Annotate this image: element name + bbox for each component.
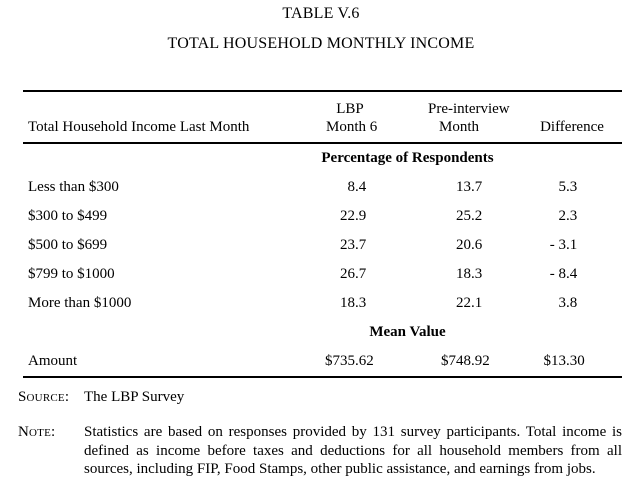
value-cell: 13 .7 xyxy=(456,179,483,195)
value-cell: 22 .1 xyxy=(456,295,483,311)
table-row xyxy=(23,202,622,231)
column-header-pre-line2: Month xyxy=(438,119,479,135)
value-cell: $748 .92 xyxy=(441,353,490,369)
value-cell: 25 .2 xyxy=(456,208,483,224)
row-spacer xyxy=(585,231,622,260)
row-spacer xyxy=(585,173,622,202)
value-cell: 26 .7 xyxy=(340,266,367,282)
value-cell: 18 .3 xyxy=(456,266,483,282)
table-row xyxy=(23,173,622,202)
value-cell: 22 .9 xyxy=(340,208,367,224)
source-label: Source: xyxy=(18,389,70,405)
value-cell: - 3 .1 xyxy=(549,237,578,253)
column-header-lbp-line2: Month 6 xyxy=(326,119,378,135)
value-cell: 18 .3 xyxy=(340,295,367,311)
source-text: The LBP Survey xyxy=(84,389,185,405)
table-main-title: TOTAL HOUSEHOLD MONTHLY INCOME xyxy=(167,35,475,52)
table-row xyxy=(23,260,622,289)
row-label: $500 to $699 xyxy=(28,237,108,253)
table-body xyxy=(23,144,622,378)
row-label: Amount xyxy=(28,353,78,369)
column-header-preinterview-month xyxy=(374,100,510,136)
row-spacer xyxy=(585,260,622,289)
column-header-lbp-line1: LBP xyxy=(336,101,364,117)
value-cell: 20 .6 xyxy=(456,237,483,253)
income-table xyxy=(23,90,622,378)
table-row xyxy=(23,347,622,376)
table-row xyxy=(23,231,622,260)
row-label: $799 to $1000 xyxy=(28,266,115,282)
value-cell: 23 .7 xyxy=(340,237,367,253)
source-line xyxy=(18,388,622,407)
note-line xyxy=(18,423,622,479)
section-header: Percentage of Respondents xyxy=(321,150,494,166)
row-spacer xyxy=(585,289,622,318)
row-spacer xyxy=(585,202,622,231)
column-header-difference: Difference xyxy=(540,119,604,135)
table-number-title: TABLE V.6 xyxy=(282,5,360,22)
column-header-income-last-month: Total Household Income Last Month xyxy=(28,119,250,135)
section-header: Mean Value xyxy=(369,324,446,340)
note-text: Statistics are based on responses provided by 131 survey participants. Total income is defined as income before taxes and deductions for all household members from all sources, including FIP, Food Stamps, other public assistance, and earnings from jobs. xyxy=(84,424,622,477)
note-label: Note: xyxy=(18,424,56,440)
row-spacer xyxy=(585,347,622,376)
value-cell: 5 .3 xyxy=(558,179,578,195)
column-header-pre-line1: Pre-interview xyxy=(428,101,510,117)
value-cell: 2 .3 xyxy=(558,208,578,224)
row-label: $300 to $499 xyxy=(28,208,108,224)
table-row xyxy=(23,289,622,318)
value-cell: 8 .4 xyxy=(347,179,367,195)
value-cell: 3 .8 xyxy=(558,295,578,311)
row-label: Less than $300 xyxy=(28,179,119,195)
value-cell: $13 .30 xyxy=(543,353,585,369)
row-label: More than $1000 xyxy=(28,295,132,311)
table-header-row xyxy=(23,92,622,144)
value-cell: - 8 .4 xyxy=(549,266,578,282)
column-header-lbp-month6 xyxy=(300,100,378,136)
value-cell: $735 .62 xyxy=(325,353,374,369)
